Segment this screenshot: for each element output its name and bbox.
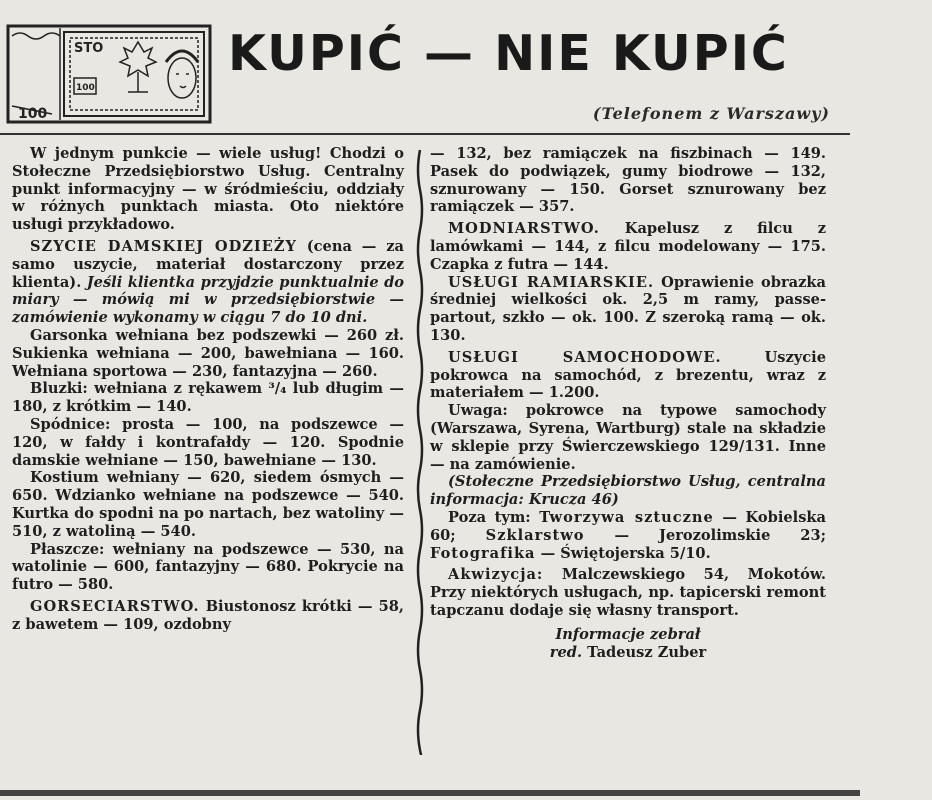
info-paragraph: (Stołeczne Przedsiębiorstwo Usług, centralna informacja: Krucza 46) <box>430 473 826 509</box>
gorset-heading: GORSECIARSTWO. <box>30 597 200 615</box>
bottom-rule <box>0 790 860 796</box>
gorset-continuation: — 132, bez ramiączek na fiszbinach — 149. Pasek do podwiązek, gumy biodrowe — 132, sznurowany — 150. Gorset sznurowany bez ramiączek — 357. <box>430 145 826 216</box>
plaszcze-paragraph: Płaszcze: wełniany na podszewce — 530, na watolinie — 600, fantazyjny — 680. Pokrycie na futro — 580. <box>12 540 404 594</box>
stamp-corner-number: 100 <box>18 106 48 122</box>
samochodowe-heading: USŁUGI SAMOCHODOWE. <box>448 348 722 366</box>
article-subtitle: (Telefonem z Warszawy) <box>592 104 830 123</box>
szycie-paragraph <box>12 238 404 327</box>
header-illustration <box>4 22 214 126</box>
poza-swietojerska: — Świętojerska 5/10. <box>535 544 711 562</box>
signature-line-1: Informacje zebrał <box>555 625 701 643</box>
gorset-paragraph <box>12 598 404 634</box>
modniarstwo-text: Kapelusz z filcu z lamówkami — 144, z filcu modelowany — 175. Czapka z futra — 144. <box>430 220 826 273</box>
right-column <box>430 145 826 661</box>
ramiarskie-text: Oprawienie obrazka średniej wielkości ok. 2,5 m ramy, passe-partout, szkło — ok. 100. Z szeroką ramą — ok. 130. <box>430 273 826 344</box>
samochodowe-paragraph <box>430 349 826 402</box>
signature <box>430 626 826 662</box>
wavy-rule <box>410 150 430 755</box>
ramiarskie-paragraph <box>430 274 826 345</box>
modniarstwo-paragraph <box>430 220 826 273</box>
stamp-drawing <box>4 22 214 126</box>
poza-intro: Poza tym: <box>448 508 540 526</box>
modniarstwo-heading: MODNIARSTWO. <box>448 220 600 238</box>
szycie-text: (cena — za samo uszycie, materiał dostarczony przez klienta). <box>12 237 404 291</box>
poza-fotografika: Fotografika <box>430 544 536 562</box>
garsonka-paragraph: Garsonka wełniana bez podszewki — 260 zł. Sukienka wełniana — 200, bawełniana — 160. Wełniana sportowa — 230, fantazyjna — 260. <box>12 326 404 380</box>
akwizycja-heading: Akwizycja: <box>448 566 544 584</box>
article-title: KUPIĆ — NIE KUPIĆ <box>228 25 789 82</box>
samochodowe-text: Uszycie pokrowca na samochód, z brezentu, wraz z materiałem — 1.200. <box>430 348 826 402</box>
uwaga-paragraph: Uwaga: pokrowce na typowe samochody (Warszawa, Syrena, Wartburg) stale na składzie w sklepie przy Świerczewskiego 129/131. Inne — na zamówienie. <box>430 402 826 473</box>
kostium-paragraph: Kostium wełniany — 620, siedem ósmych — 650. Wdzianko wełniane na podszewce — 540. Kurtka do spodni na po nartach, bez watoliny — 510, z watoliną — 540. <box>12 469 404 540</box>
poza-jerozolimskie: — Jerozolimskie 23; <box>584 526 827 544</box>
signature-author: Tadeusz Zuber <box>582 643 707 661</box>
poza-tworzywa: Tworzywa sztuczne <box>539 508 714 526</box>
akwizycja-paragraph <box>430 566 826 619</box>
signature-red: red. <box>549 643 583 661</box>
stamp-text-top: STO <box>74 41 104 56</box>
gorset-text: Biustonosz krótki — 58, z bawetem — 109, ozdobny <box>12 597 404 633</box>
poza-paragraph <box>430 509 826 562</box>
spodnice-paragraph: Spódnice: prosta — 100, na podszewce — 120, w fałdy i kontrafałdy — 120. Spodnie damskie wełniane — 150, bawełniane — 130. <box>12 415 404 469</box>
poza-szklarstwo: Szklarstwo <box>485 526 585 544</box>
akwizycja-text: Malczewskiego 54, Mokotów. Przy niektórych usługach, np. tapicerski remont tapczanu dodaje się własny transport. <box>430 566 826 619</box>
stamp-text-mid: 100 <box>76 83 95 93</box>
bluzki-paragraph: Bluzki: wełniana z rękawem ³/₄ lub długim — 180, z krótkim — 140. <box>12 380 404 416</box>
ramiarskie-heading: USŁUGI RAMIARSKIE. <box>448 273 655 291</box>
signature-line-2 <box>430 644 826 662</box>
column-divider <box>410 150 430 755</box>
szycie-heading: SZYCIE DAMSKIEJ ODZIEŻY <box>30 237 297 255</box>
poza-kobielska: — Kobielska 60; <box>430 508 826 544</box>
top-rule <box>0 133 850 135</box>
szycie-italic: Jeśli klientka przyjdzie punktualnie do miary — mówią mi w przedsiębiorstwie — zamówienie wykonamy w ciągu 7 do 10 dni. <box>12 273 405 327</box>
intro-paragraph: W jednym punkcie — wiele usług! Chodzi o Stołeczne Przedsiębiorstwo Usług. Centralny punkt informacyjny — w śródmieściu, oddziały w różnych punktach miasta. Oto niektóre usługi przykładowo. <box>12 145 404 234</box>
left-column <box>12 145 404 634</box>
